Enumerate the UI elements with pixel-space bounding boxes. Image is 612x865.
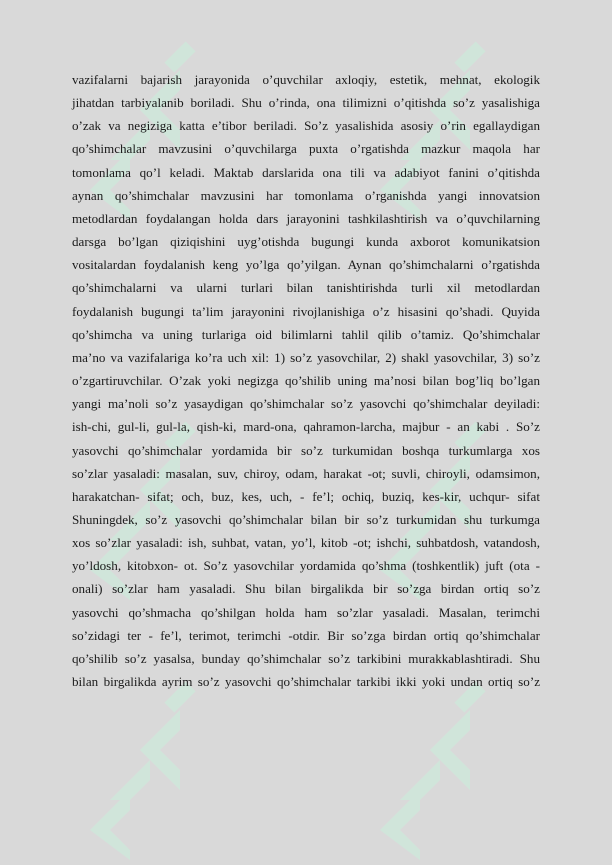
text-line: so’zidagi ter - fe’l, terimot, terimchi -otdir. Bir so’zga birdan ortiq qo’shimchalar bbox=[72, 627, 540, 643]
text-line: ish-chi, gul-li, gul-la, qish-ki, mard-ona, qahramon-larcha, majbur - an kabi . So’z bbox=[72, 419, 540, 435]
text-line: xos so’zlar yasaladi: ish, suhbat, vatan, yo’l, kitob -ot; ishchi, suhbatdosh, vatandosh, bbox=[72, 535, 540, 551]
logo-watermark-icon bbox=[360, 680, 500, 860]
text-line: yasovchi qo’shmacha qo’shilgan holda ham so’zlar yasaladi. Masalan, terimchi bbox=[72, 604, 540, 620]
text-line: metodlardan foydalangan holda dars jarayonini tashkilashtirish va o’quvchilarning bbox=[72, 210, 540, 226]
text-line: qo’shimchalarni va ularni turlari bilan tanishtirishda turli xil metodlardan bbox=[72, 280, 540, 296]
text-line: qo’shimchalar mavzusini o’quvchilarga puxta o’rgatishda mazkur maqola har bbox=[72, 141, 540, 157]
text-line: vazifalarni bajarish jarayonida o’quvchilar axloqiy, estetik, mehnat, ekologik bbox=[72, 72, 540, 87]
text-line: jihatdan tarbiyalanib boriladi. Shu o’rinda, ona tilimizni o’qitishda so’z yasalishiga bbox=[72, 95, 540, 111]
text-line: o’zak va negiziga katta e’tibor beriladi. So’z yasalishida asosiy o’rin egallaydigan bbox=[72, 118, 540, 134]
text-line: aynan qo’shimchalar mavzusini har tomonlama o’rganishda yangi innovatsion bbox=[72, 187, 540, 203]
text-line: harakatchan- sifat; och, buz, kes, uch, - fe’l; ochiq, buziq, kes-kir, uchqur- sifat bbox=[72, 488, 540, 504]
text-line: o’zgartiruvchilar. O’zak yoki negizga qo’shilib uning ma’nosi bilan bog’liq bo’lgan bbox=[72, 373, 540, 389]
text-line: bilan birgalikda ayrim so’z yasovchi qo’shimchalar tarkibi ikki yoki undan ortiq so’z bbox=[72, 674, 540, 690]
text-line: ma’no va vazifalariga ko’ra uch xil: 1) so’z yasovchilar, 2) shakl yasovchilar, 3) so’z bbox=[72, 349, 540, 365]
text-line: vositalardan foydalanish keng yo’lga qo’yilgan. Aynan qo’shimchalarni o’rgatishda bbox=[72, 257, 540, 273]
text-line: darsga bo’lgan qiziqishini uyg’otishda bugungi kunda axborot komunikatsion bbox=[72, 234, 540, 250]
text-line: so’zlar yasaladi: masalan, suv, chiroy, odam, harakat -ot; suvli, chiroyli, odamsimon, bbox=[72, 465, 540, 481]
text-line: foydalanish bugungi ta’lim jarayonini rivojlanishiga o’z hisasini qo’shadi. Quyida bbox=[72, 303, 540, 319]
text-line: Shuningdek, so’z yasovchi qo’shimchalar bilan bir so’z turkumidan shu turkumga bbox=[72, 511, 540, 527]
text-line: yangi ma’noli so’z yasaydigan qo’shimchalar so’z yasovchi qo’shimchalar deyiladi: bbox=[72, 396, 540, 412]
text-line: yo’ldosh, kitobxon- ot. So’z yasovchilar yordamida qo’shma (toshkentlik) juft (ota - bbox=[72, 558, 540, 574]
text-line: yasovchi qo’shimchalar yordamida bir so’z turkumidan boshqa turkumlarga xos bbox=[72, 442, 540, 458]
text-line: onali) so’zlar ham yasaladi. Shu bilan birgalikda bir so’zga birdan ortiq so’z bbox=[72, 581, 540, 597]
body-text bbox=[72, 68, 540, 693]
text-line: qo’shilib so’z yasalsa, bunday qo’shimchalar so’z tarkibini murakkablashtiradi. Shu bbox=[72, 650, 540, 666]
text-line: qo’shimcha va uning turlariga oid bilimlarni tahlil qilib o’tamiz. Qo’shimchalar bbox=[72, 326, 540, 342]
text-line: tomonlama qo’l keladi. Maktab darslarida ona tili va adabiyot fanini o’qitishda bbox=[72, 164, 540, 180]
logo-watermark-icon bbox=[70, 680, 210, 860]
